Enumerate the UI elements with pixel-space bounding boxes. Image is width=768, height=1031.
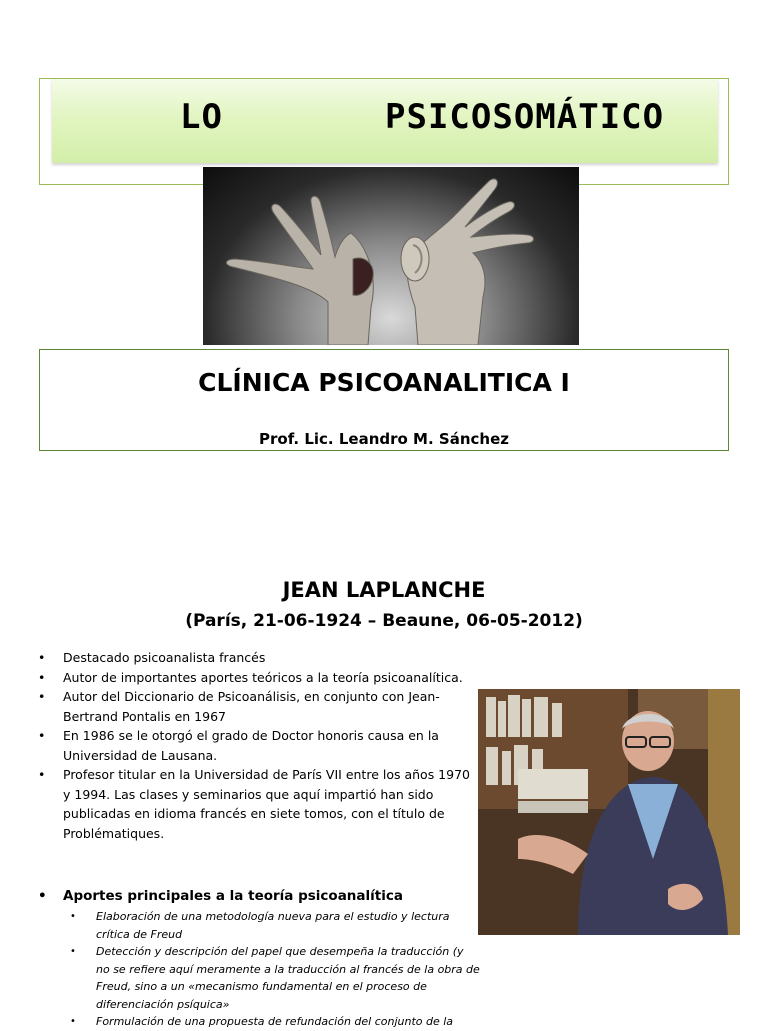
- contributions-heading: • Aportes principales a la teoría psicoanalítica: [38, 888, 483, 904]
- slide-biography: [0, 560, 768, 1028]
- bio-name: JEAN LAPLANCHE: [282, 578, 486, 602]
- list-item: • Formulación de una propuesta de refundación del conjunto de la: [70, 1013, 480, 1031]
- title-word-lo: LO: [180, 97, 223, 137]
- list-item: • Autor de importantes aportes teóricos a la teoría psicoanalítica.: [38, 668, 478, 688]
- slide-cover: [0, 0, 768, 500]
- contributions-list: [70, 908, 480, 1031]
- bio-dates: (París, 21-06-1924 – Beaune, 06-05-2012): [185, 611, 583, 631]
- title-word-psicosomatico: PSICOSOMÁTICO: [385, 97, 665, 137]
- hero-image-hands: [203, 167, 579, 345]
- bio-bullet-list: [38, 648, 478, 843]
- list-item: • Detección y descripción del papel que desempeña la traducción (y no se refiere aquí meramente a la traducción al francés de la obra de Freud, sino a un «mecanismo fundamental en el proceso de diferenciación psíquica»: [70, 943, 480, 1013]
- professor-name: Prof. Lic. Leandro M. Sánchez: [259, 430, 509, 448]
- title-band: [52, 79, 718, 163]
- list-item: • En 1986 se le otorgó el grado de Doctor honoris causa en la Universidad de Lausana.: [38, 726, 478, 765]
- portrait-illustration: [478, 689, 740, 935]
- list-item: • Destacado psicoanalista francés: [38, 648, 478, 668]
- hands-illustration: [203, 167, 579, 345]
- list-item: • Autor del Diccionario de Psicoanálisis, en conjunto con Jean-Bertrand Pontalis en 1967: [38, 687, 478, 726]
- list-item: • Profesor titular en la Universidad de París VII entre los años 1970 y 1994. Las clases y seminarios que aquí impartió han sido publicadas en idioma francés en siete tomos, con el título de Problématiques.: [38, 765, 478, 843]
- list-item: • Elaboración de una metodología nueva para el estudio y lectura crítica de Freud: [70, 908, 480, 943]
- course-info-box: [39, 349, 729, 451]
- portrait-photo: [478, 689, 740, 935]
- course-title: CLÍNICA PSICOANALITICA I: [198, 368, 570, 397]
